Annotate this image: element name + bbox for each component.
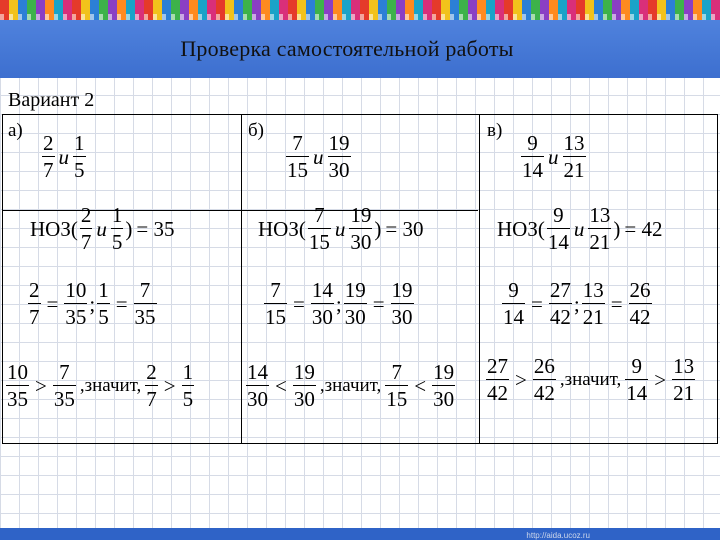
fraction bbox=[97, 280, 110, 328]
fraction-pair bbox=[40, 133, 88, 181]
comparison-sign: < bbox=[275, 373, 287, 398]
fraction bbox=[391, 280, 414, 328]
conversion-row bbox=[26, 280, 159, 328]
numerator: 7 bbox=[314, 203, 325, 227]
fraction bbox=[432, 362, 455, 410]
column-label: в) bbox=[487, 120, 503, 141]
semicolon: ; bbox=[573, 291, 580, 316]
numerator: 9 bbox=[508, 278, 519, 302]
numerator: 1 bbox=[111, 203, 123, 227]
lcd-value: = 35 bbox=[136, 216, 175, 241]
lcd-row bbox=[30, 205, 178, 253]
fraction bbox=[349, 205, 372, 253]
lcd-label: НОЗ( bbox=[497, 216, 545, 241]
numerator: 7 bbox=[59, 360, 70, 384]
numerator: 2 bbox=[29, 278, 40, 302]
fraction bbox=[563, 133, 586, 181]
credit-text: http://aida.ucoz.ru bbox=[526, 531, 590, 540]
lcd-close: ) bbox=[374, 216, 382, 241]
numerator: 14 bbox=[311, 278, 333, 302]
numerator: 2 bbox=[80, 203, 92, 227]
numerator: 19 bbox=[433, 360, 455, 384]
and-word: и bbox=[548, 144, 559, 169]
fraction bbox=[134, 280, 157, 328]
denominator: 21 bbox=[563, 158, 585, 182]
numerator: 26 bbox=[629, 278, 651, 302]
therefore-text: ,значит, bbox=[319, 375, 382, 396]
fraction bbox=[286, 133, 309, 181]
comparison-sign: < bbox=[414, 373, 427, 398]
numerator: 2 bbox=[43, 131, 54, 155]
denominator: 14 bbox=[522, 158, 543, 182]
denominator: 35 bbox=[65, 305, 87, 329]
fraction bbox=[42, 133, 55, 181]
and-word: и bbox=[334, 216, 346, 241]
denominator: 30 bbox=[311, 305, 333, 329]
fraction bbox=[672, 356, 695, 404]
fraction bbox=[486, 356, 509, 404]
fraction bbox=[629, 280, 652, 328]
fraction bbox=[547, 205, 570, 253]
numerator: 7 bbox=[292, 131, 303, 155]
fraction bbox=[549, 280, 572, 328]
column-label: б) bbox=[248, 120, 264, 141]
denominator: 7 bbox=[146, 387, 157, 411]
comparison-sign: > bbox=[163, 373, 176, 398]
denominator: 30 bbox=[391, 305, 413, 329]
equals-sign: = bbox=[293, 291, 305, 316]
equals-sign: = bbox=[115, 291, 128, 316]
numerator: 13 bbox=[589, 203, 611, 227]
denominator: 5 bbox=[74, 158, 85, 182]
denominator: 14 bbox=[626, 381, 648, 405]
fraction bbox=[293, 362, 316, 410]
fraction bbox=[582, 280, 605, 328]
fraction bbox=[625, 356, 648, 404]
comparison-row bbox=[4, 362, 196, 410]
numerator: 9 bbox=[527, 131, 538, 155]
fraction bbox=[28, 280, 41, 328]
denominator: 30 bbox=[350, 230, 372, 254]
numerator: 27 bbox=[549, 278, 571, 302]
comparison-sign: > bbox=[35, 373, 47, 398]
denominator: 15 bbox=[308, 230, 330, 254]
fraction-pair bbox=[284, 133, 353, 181]
comparison-sign: > bbox=[654, 367, 667, 392]
numerator: 14 bbox=[247, 360, 268, 384]
lcd-value: = 30 bbox=[385, 216, 424, 241]
fraction bbox=[145, 362, 158, 410]
denominator: 42 bbox=[487, 381, 508, 405]
therefore-text: ,значит, bbox=[559, 369, 622, 390]
conversion-row bbox=[500, 280, 654, 328]
denominator: 42 bbox=[533, 381, 555, 405]
numerator: 19 bbox=[391, 278, 413, 302]
equals-sign: = bbox=[46, 291, 59, 316]
fraction bbox=[533, 356, 556, 404]
comparison-row bbox=[244, 362, 457, 410]
numerator: 19 bbox=[350, 203, 372, 227]
denominator: 14 bbox=[547, 230, 569, 254]
denominator: 21 bbox=[589, 230, 611, 254]
semicolon: ; bbox=[89, 291, 96, 316]
fraction bbox=[246, 362, 269, 410]
numerator: 13 bbox=[582, 278, 604, 302]
equals-sign: = bbox=[531, 291, 543, 316]
numerator: 10 bbox=[7, 360, 28, 384]
fraction bbox=[73, 133, 86, 181]
numerator: 9 bbox=[631, 354, 643, 378]
numerator: 13 bbox=[673, 354, 695, 378]
conversion-row bbox=[262, 280, 416, 328]
fraction bbox=[6, 362, 29, 410]
lcd-close: ) bbox=[613, 216, 621, 241]
fraction bbox=[182, 362, 195, 410]
lcd-label: НОЗ( bbox=[258, 216, 306, 241]
denominator: 21 bbox=[673, 381, 695, 405]
equals-sign: = bbox=[610, 291, 623, 316]
column-divider bbox=[479, 115, 480, 443]
footer-bar bbox=[0, 528, 720, 540]
denominator: 21 bbox=[582, 305, 604, 329]
lcd-row bbox=[497, 205, 666, 253]
equals-sign: = bbox=[372, 291, 385, 316]
fraction bbox=[111, 205, 124, 253]
denominator: 42 bbox=[549, 305, 571, 329]
denominator: 7 bbox=[29, 305, 40, 329]
column-label: а) bbox=[8, 120, 23, 141]
lcd-value: = 42 bbox=[624, 216, 663, 241]
therefore-text: ,значит, bbox=[79, 375, 142, 396]
comparison-sign: > bbox=[515, 367, 527, 392]
denominator: 30 bbox=[328, 158, 350, 182]
fraction bbox=[588, 205, 611, 253]
fraction bbox=[328, 133, 351, 181]
denominator: 15 bbox=[265, 305, 286, 329]
and-word: и bbox=[573, 216, 585, 241]
denominator: 30 bbox=[433, 387, 455, 411]
pencil-border-decoration bbox=[0, 0, 720, 20]
denominator: 30 bbox=[247, 387, 268, 411]
numerator: 7 bbox=[391, 360, 403, 384]
fraction bbox=[308, 205, 331, 253]
numerator: 19 bbox=[293, 360, 315, 384]
fraction bbox=[64, 280, 87, 328]
denominator: 35 bbox=[134, 305, 156, 329]
numerator: 1 bbox=[74, 131, 85, 155]
numerator: 27 bbox=[487, 354, 508, 378]
numerator: 7 bbox=[270, 278, 281, 302]
numerator: 13 bbox=[563, 131, 585, 155]
denominator: 5 bbox=[182, 387, 194, 411]
numerator: 19 bbox=[344, 278, 366, 302]
numerator: 10 bbox=[65, 278, 87, 302]
title-banner bbox=[0, 20, 720, 78]
fraction-pair bbox=[519, 133, 588, 181]
denominator: 30 bbox=[344, 305, 366, 329]
denominator: 35 bbox=[7, 387, 28, 411]
denominator: 5 bbox=[98, 305, 109, 329]
and-word: и bbox=[313, 144, 324, 169]
semicolon: ; bbox=[335, 291, 342, 316]
fraction bbox=[385, 362, 408, 410]
numerator: 7 bbox=[139, 278, 151, 302]
denominator: 5 bbox=[111, 230, 123, 254]
comparison-row bbox=[484, 356, 697, 404]
fraction bbox=[521, 133, 544, 181]
fraction bbox=[311, 280, 334, 328]
page-title: Проверка самостоятельной работы bbox=[180, 36, 514, 61]
denominator: 30 bbox=[293, 387, 315, 411]
denominator: 35 bbox=[53, 387, 75, 411]
denominator: 15 bbox=[287, 158, 308, 182]
column-divider bbox=[241, 115, 242, 443]
denominator: 7 bbox=[80, 230, 92, 254]
fraction bbox=[344, 280, 367, 328]
denominator: 7 bbox=[43, 158, 54, 182]
lcd-row bbox=[258, 205, 427, 253]
fraction bbox=[80, 205, 93, 253]
and-word: и bbox=[58, 144, 69, 169]
denominator: 15 bbox=[386, 387, 408, 411]
variant-label: Вариант 2 bbox=[8, 89, 95, 111]
numerator: 1 bbox=[98, 278, 109, 302]
and-word: и bbox=[96, 216, 107, 241]
lcd-close: ) bbox=[125, 216, 133, 241]
fraction bbox=[502, 280, 525, 328]
lcd-label: НОЗ( bbox=[30, 216, 78, 241]
denominator: 42 bbox=[629, 305, 651, 329]
numerator: 1 bbox=[182, 360, 194, 384]
numerator: 26 bbox=[533, 354, 555, 378]
denominator: 14 bbox=[503, 305, 524, 329]
numerator: 9 bbox=[553, 203, 564, 227]
numerator: 2 bbox=[146, 360, 157, 384]
fraction bbox=[264, 280, 287, 328]
fraction bbox=[53, 362, 76, 410]
numerator: 19 bbox=[328, 131, 350, 155]
